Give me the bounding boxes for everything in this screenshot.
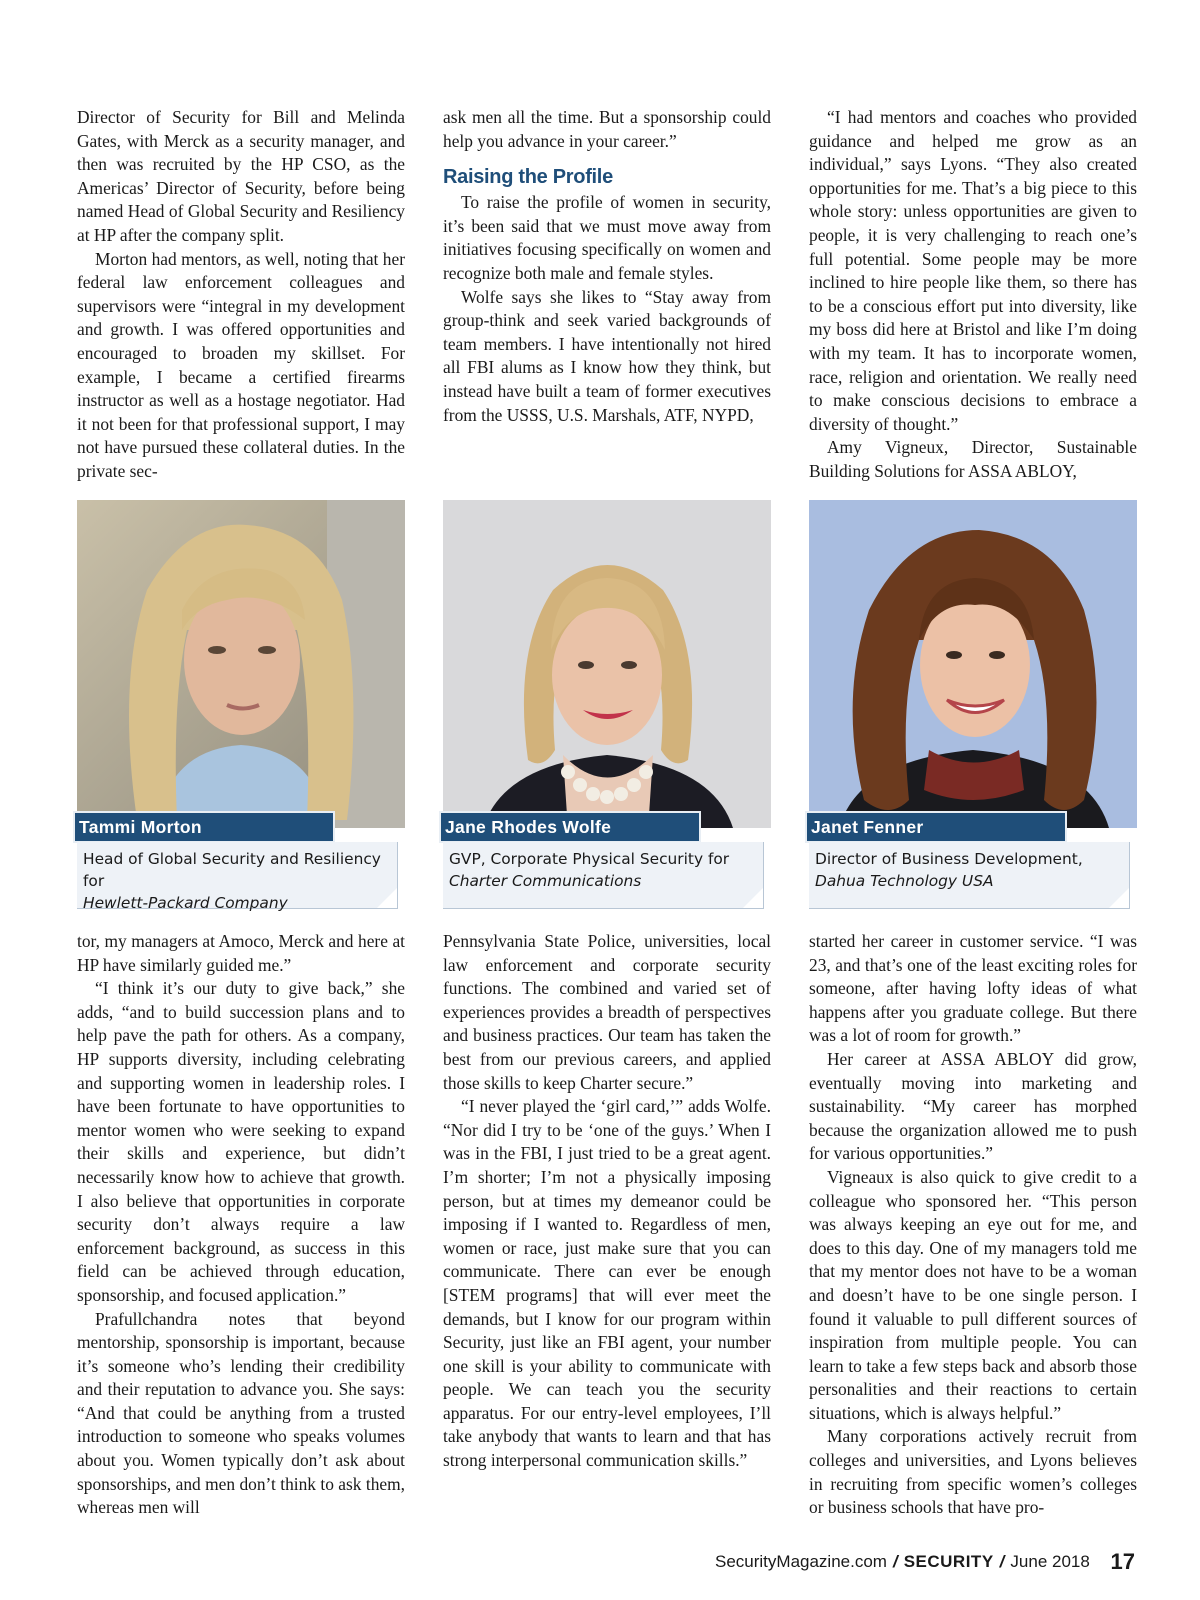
column-1-bottom [77,930,405,1540]
profile-caption [809,842,1130,909]
portrait-photo [77,500,405,828]
paragraph: “I had mentors and coaches who provided guidance and helped me grow as an individual,” says Lyons. “They also created opportunities for me. That’s a big piece to this whole story: unless opportunities are given to people, it is very challenging to reach one’s full potential. Some people may be more inclined to hire people like them, so there has to be a conscious effort put into diversity, like my boss did here at Bristol and like I’m doing with my team. It has to incorporate women, race, religion and orientation. We really need to make conscious decisions to embrace a diversity of thought.” [809,107,1137,434]
profile-name: Janet Fenner [805,811,1067,843]
profile-card-tammi-morton [77,500,405,910]
column-3-bottom [809,930,1137,1540]
profile-title: GVP, Corporate Physical Security for [449,850,730,868]
paragraph: started her career in customer service. “I was 23, and that’s one of the least exciting roles for someone, after having lofty ideas of what happens after you graduate college. But there was a lot of room for growth.” [809,931,1137,1046]
paragraph: Wolfe says she likes to “Stay away from group-think and seek varied backgrounds of team members. I have intentionally not hired all FBI alums as I know how they think, but instead have built a team of former executives from the USSS, U.S. Marshals, ATF, NYPD, [443,286,771,425]
column-2-bottom [443,930,771,1540]
profile-name: Tammi Morton [73,811,335,843]
paragraph: To raise the profile of women in security, it’s been said that we must move away from initiatives focusing specifically on women and recognize both male and female styles. [443,192,771,283]
paragraph: Many corporations actively recruit from colleges and universities, and Lyons believes in recruiting from specific women’s colleges or business schools that have pro- [809,1426,1137,1518]
paragraph: Director of Security for Bill and Melinda Gates, with Merck as a security manager, and then was recruited by the HP CSO, as the Americas’ Director of Security, before being named Head of Global Security and Resiliency at HP after the company split. [77,107,405,245]
profile-card-jane-rhodes-wolfe [443,500,771,910]
paragraph: Amy Vigneux, Director, Sustainable Building Solutions for ASSA ABLOY, [809,437,1137,481]
page-fold-corner [743,888,763,908]
page-fold-corner [377,888,397,908]
section-heading: Raising the Profile [443,166,613,189]
profile-card-janet-fenner [809,500,1137,910]
column-3-top [809,106,1137,488]
profile-caption [443,842,764,909]
profile-organization: Hewlett-Packard Company [83,894,288,912]
profile-title: Director of Business Development, [815,850,1083,868]
paragraph: Pennsylvania State Police, universities, local law enforcement and corporate security functions. The combined and varied set of experiences provides a breadth of perspectives and business practices. Our team has taken the best from our previous careers, and applied those skills to keep Charter secure.” [443,931,771,1093]
paragraph: “I think it’s our duty to give back,” she adds, “and to build succession plans and to help pave the path for others. As a company, HP supports diversity, including celebrating and supporting women in leadership roles. I have been fortunate to have opportunities to mentor women who were seeking to expand their skills and experience, but didn’t necessarily know how to achieve that growth. I also believe that opportunities in corporate security don’t always require a law enforcement background, as success in this field can be achieved through education, sponsorship, and focused application.” [77,978,405,1305]
page-footer [715,1547,1135,1577]
profile-organization: Charter Communications [449,872,642,890]
paragraph: tor, my managers at Amoco, Merck and here at HP have similarly guided me.” [77,931,405,975]
paragraph: Morton had mentors, as well, noting that her federal law enforcement colleagues and supervisors were “integral in my development and growth. I was offered opportunities and encouraged to broaden my skillset. For example, I became a certified firearms instructor as well as a hostage negotiator. Had it not been for that professional support, I may not have pursued these collateral duties. In the private sec- [77,248,405,481]
footer-separator: / [892,1552,898,1571]
paragraph: Her career at ASSA ABLOY did grow, eventually moving into marketing and sustainability. “My career has morphed because the organization allowed me to push for various opportunities.” [809,1048,1137,1164]
page-number: 17 [1110,1549,1135,1574]
paragraph: Vigneaux is also quick to give credit to a colleague who sponsored her. “This person was always keeping an eye out for me, and does to this day. One of my managers told me that my mentor does not have to be a woman and doesn’t have to be one single person. I found it valuable to pull different sources of inspiration from multiple people. You can learn to take a few steps back and absorb those personalities and their reactions to certain situations, which is always helpful.” [809,1166,1137,1423]
footer-separator: / [999,1552,1005,1571]
footer-issue-date: June 2018 [1010,1552,1090,1571]
paragraph: Prafullchandra notes that beyond mentorship, sponsorship is important, because it’s someone who’s lending their credibility and their reputation to advance you. She says: “And that could be anything from a trusted introduction to someone who speaks volumes about you. Women typically don’t ask about sponsorships, and men don’t think to ask them, whereas men will [77,1308,405,1518]
footer-website: SecurityMagazine.com [715,1552,887,1571]
paragraph: “I never played the ‘girl card,’” adds Wolfe. “Nor did I try to be ‘one of the guys.’ When I was in the FBI, I just tried to be a great agent. I’m shorter; I’m not a physically imposing person, but at times my demeanor could be imposing if I wanted to. Regardless of men, women or race, just make sure that you can communicate. There can ever be enough [STEM programs] that will ever meet the demands, but I know for our program within Security, just like an FBI agent, your number one skill is your ability to communicate with people. We can teach you the security apparatus. For our entry-level employees, I’ll take anybody that wants to learn and that has strong interpersonal communication skills.” [443,1096,771,1471]
paragraph: ask men all the time. But a sponsorship could help you advance in your career.” [443,107,771,151]
profile-caption [77,842,398,912]
profile-title: Head of Global Security and Resiliency for [83,850,381,890]
profile-name: Jane Rhodes Wolfe [439,811,701,843]
page-fold-corner [1109,888,1129,908]
column-1-top [77,106,405,488]
portrait-photo [809,500,1137,828]
portrait-photo [443,500,771,828]
column-2-top [443,106,771,488]
profile-organization: Dahua Technology USA [815,872,994,890]
footer-magazine-name: SECURITY [903,1552,994,1571]
